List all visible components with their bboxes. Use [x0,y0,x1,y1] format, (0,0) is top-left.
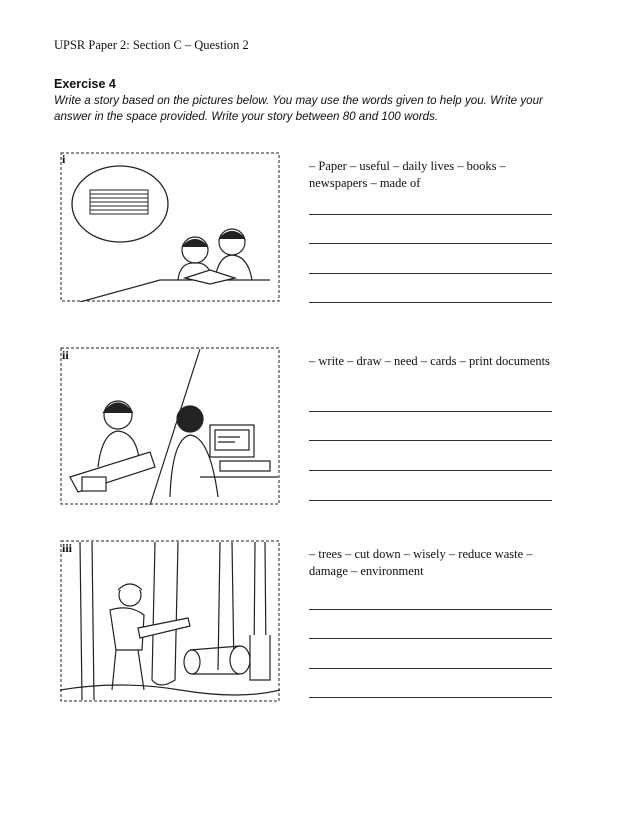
panel-words-iii: – trees – cut down – wisely – reduce waste – damage – environment [309,547,533,578]
picture-ii-writing-computer [60,347,280,505]
panel-number-i: i [62,152,66,166]
answer-line[interactable] [309,668,552,669]
panel-words-i: – Paper – useful – daily lives – books – newspapers – made of [309,159,506,190]
answer-line[interactable] [309,273,552,274]
exercise-instruction: Write a story based on the pictures below. You may use the words given to help you. Write your answer in the space provided. Write your story between 80 and 100 words. [54,94,543,123]
panel-number-ii: ii [62,348,69,362]
answer-line[interactable] [309,470,552,471]
picture-i-paper-reading [60,152,280,302]
answer-line[interactable] [309,411,552,412]
answer-line[interactable] [309,302,552,303]
answer-line[interactable] [309,609,552,610]
answer-line[interactable] [309,440,552,441]
answer-line[interactable] [309,214,552,215]
exercise-title: Exercise 4 [54,77,116,91]
page-header: UPSR Paper 2: Section C – Question 2 [54,38,249,52]
answer-line[interactable] [309,243,552,244]
picture-iii-tree-cutting [60,540,280,702]
answer-line[interactable] [309,638,552,639]
panel-words-ii: – write – draw – need – cards – print documents [309,354,550,368]
answer-line[interactable] [309,500,552,501]
answer-line[interactable] [309,697,552,698]
panel-number-iii: iii [62,541,73,555]
